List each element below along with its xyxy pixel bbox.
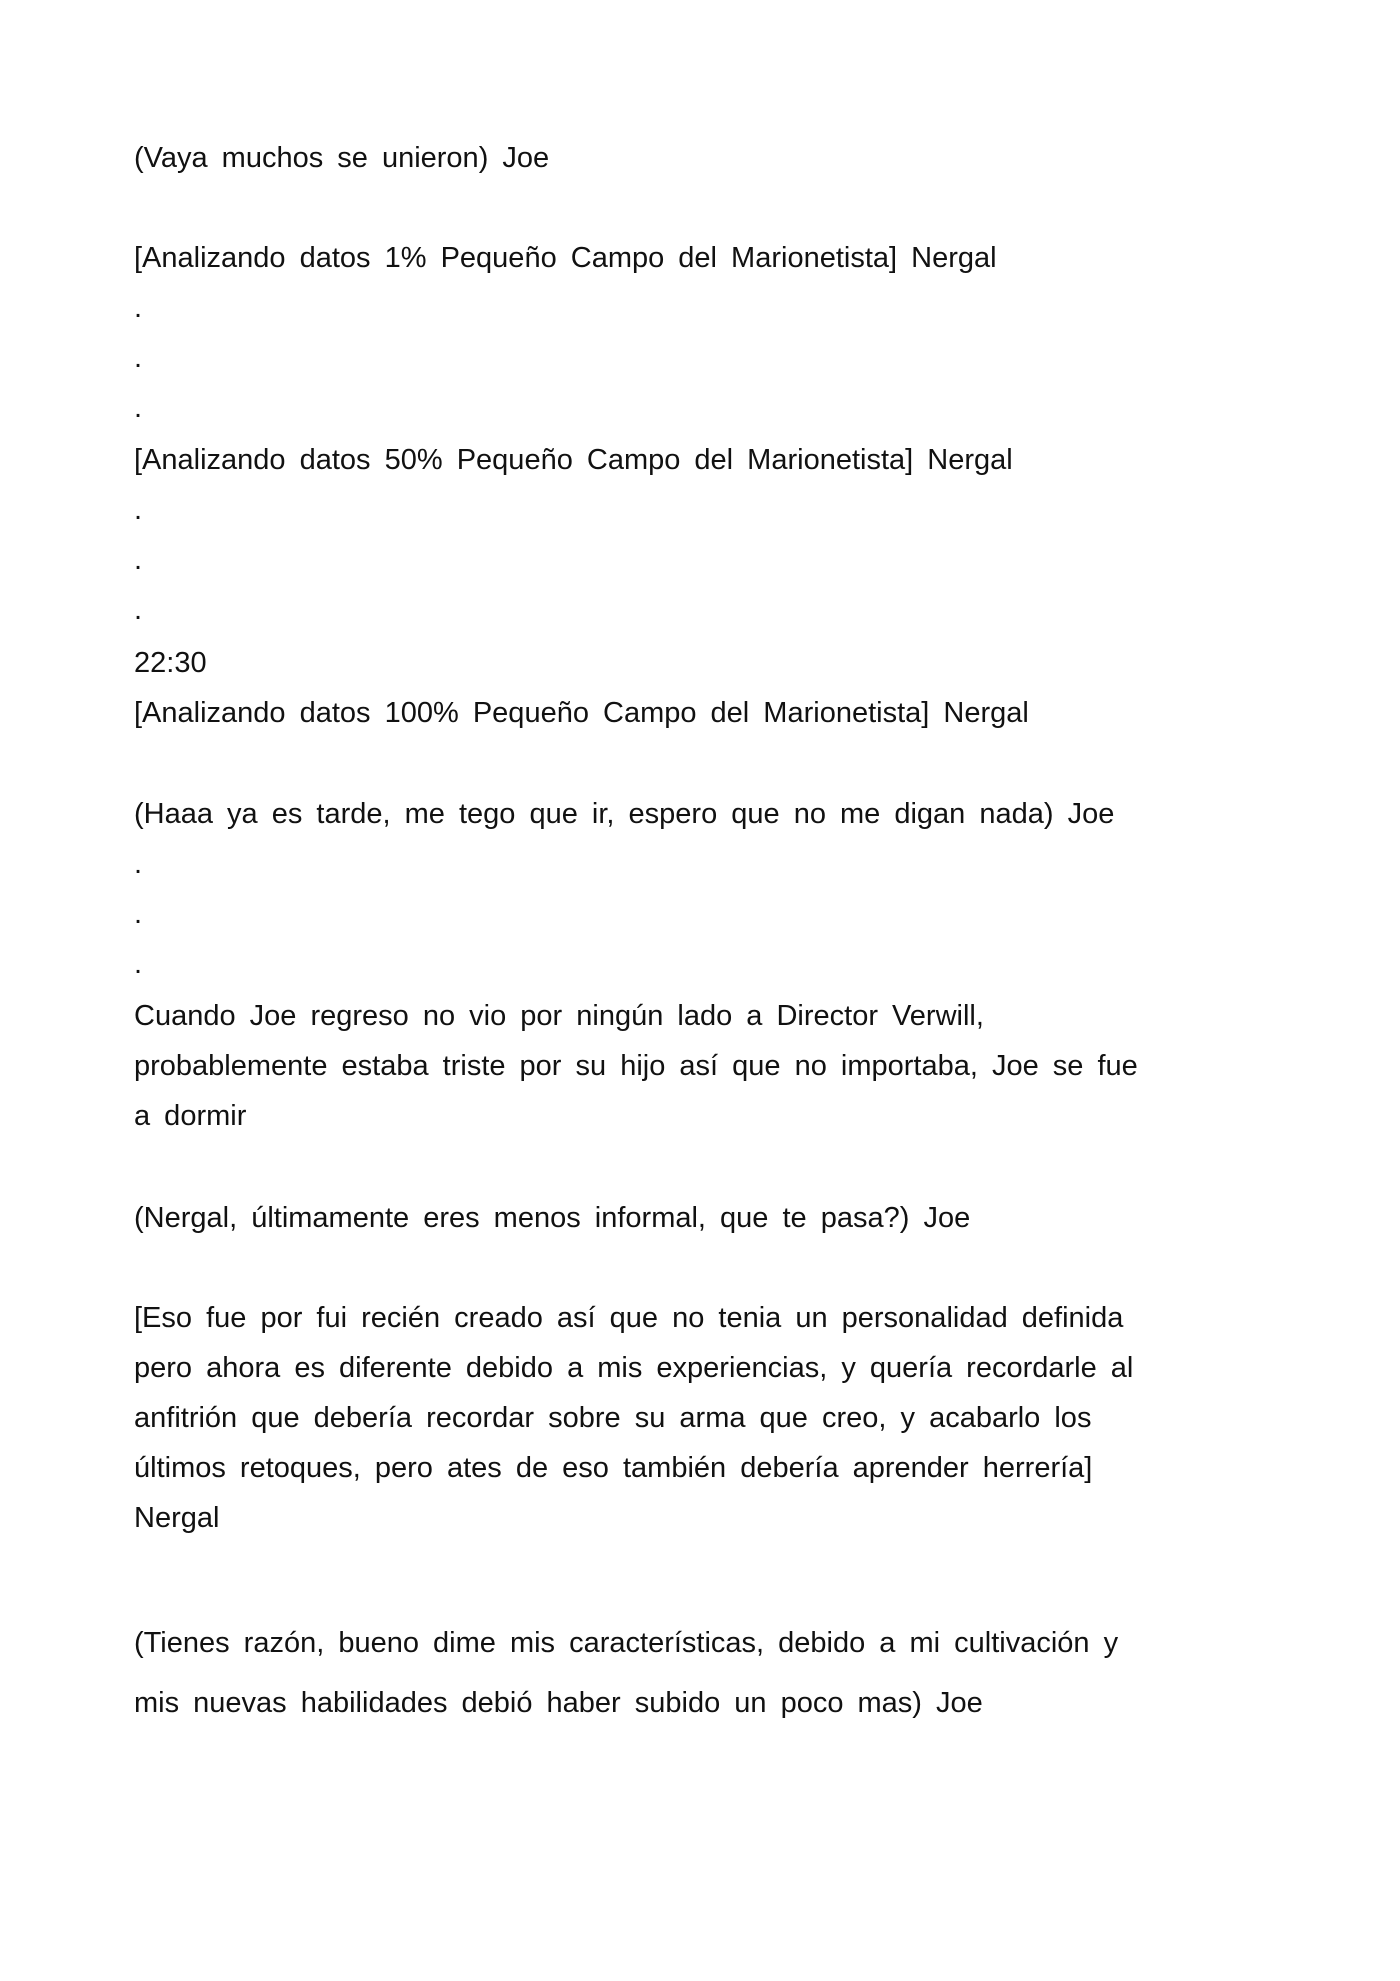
text-line: últimos retoques, pero ates de eso también debería aprender herrería] (134, 1452, 1093, 1484)
text-line: [Analizando datos 50% Pequeño Campo del Marionetista] Nergal (134, 444, 1013, 476)
ellipsis-dot: . (134, 898, 143, 930)
ellipsis-dot: . (134, 392, 143, 424)
text-line: Cuando Joe regreso no vio por ningún lado a Director Verwill, (134, 1000, 984, 1032)
ellipsis-dot: . (134, 594, 143, 626)
text-line: (Nergal, últimamente eres menos informal, que te pasa?) Joe (134, 1202, 971, 1234)
ellipsis-dot: . (134, 292, 143, 324)
ellipsis-dot: . (134, 494, 143, 526)
text-line: [Eso fue por fui recién creado así que no tenia un personalidad definida (134, 1302, 1124, 1334)
timestamp: 22:30 (134, 647, 207, 679)
text-line: (Haaa ya es tarde, me tego que ir, espero que no me digan nada) Joe (134, 798, 1115, 830)
text-line: (Vaya muchos se unieron) Joe (134, 142, 550, 174)
text-line: a dormir (134, 1100, 247, 1132)
text-line: mis nuevas habilidades debió haber subido un poco mas) Joe (134, 1687, 983, 1719)
text-line: (Tienes razón, bueno dime mis características, debido a mi cultivación y (134, 1627, 1119, 1659)
text-line: [Analizando datos 100% Pequeño Campo del Marionetista] Nergal (134, 697, 1029, 729)
text-line: [Analizando datos 1% Pequeño Campo del Marionetista] Nergal (134, 242, 997, 274)
ellipsis-dot: . (134, 342, 143, 374)
ellipsis-dot: . (134, 544, 143, 576)
ellipsis-dot: . (134, 948, 143, 980)
ellipsis-dot: . (134, 848, 143, 880)
text-line: Nergal (134, 1502, 220, 1534)
text-line: anfitrión que debería recordar sobre su arma que creo, y acabarlo los (134, 1402, 1092, 1434)
text-line: pero ahora es diferente debido a mis experiencias, y quería recordarle al (134, 1352, 1134, 1384)
text-line: probablemente estaba triste por su hijo así que no importaba, Joe se fue (134, 1050, 1138, 1082)
